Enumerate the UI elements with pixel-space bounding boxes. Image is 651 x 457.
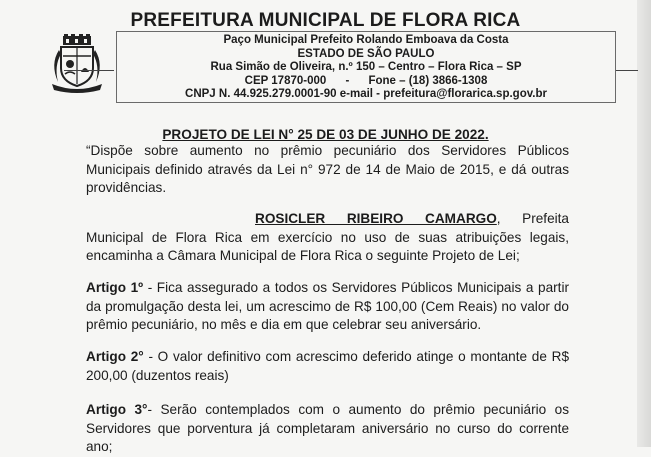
intro-paragraph	[86, 210, 569, 266]
intro-text: , Prefeita Municipal de Flora Rica em exercício no uso de suas atribuições legais, encaminha a Câmara Municipal de Flora Rica o seguinte Projeto de Lei;	[86, 211, 569, 263]
article-2-label: Artigo 2°	[86, 349, 144, 364]
header-line-estado: ESTADO DE SÃO PAULO	[297, 47, 435, 60]
header-line-cnpj	[116, 88, 616, 102]
prefeitura-title: PREFEITURA MUNICIPAL DE FLORA RICA	[130, 10, 521, 31]
email-link[interactable]: prefeitura@florarica.sp.gov.br	[383, 88, 547, 100]
article-1	[86, 279, 569, 335]
header-address-lines	[116, 34, 616, 102]
article-3-label: Artigo 3°	[86, 402, 148, 417]
municipal-coat-of-arms-icon	[48, 34, 106, 94]
header-line-paco: Paço Municipal Prefeito Rolando Emboava da Costa	[223, 34, 509, 46]
header-divider-left	[64, 70, 114, 71]
project-title: PROJETO DE LEI N° 25 DE 03 DE JUNHO DE 2022.	[162, 127, 489, 142]
cnpj-text: CNPJ N. 44.925.279.0001-90 e-mail -	[185, 88, 384, 100]
mayor-name: ROSICLER RIBEIRO CAMARGO	[255, 211, 497, 226]
article-1-text: - Fica assegurado a todos os Servidores Públicos Municipais a partir da promulgação desta lei, um acrescimo de R$ 100,00 (Cem Reais) no valor do prêmio pecuniário, no mês e dia em que celebrar seu aniversário.	[86, 280, 569, 332]
project-summary: “Dispõe sobre aumento no prêmio pecuniário dos Servidores Públicos Municipais definido através da Lei n° 972 de 14 de Maio de 2015, e dá outras providências.	[86, 143, 569, 195]
article-2-text: - O valor definitivo com acrescimo deferido atinge o montante de R$ 200,00 (duzentos reais)	[86, 349, 569, 383]
article-1-label: Artigo 1º	[86, 280, 144, 295]
header-line-endereco: Rua Simão de Oliveira, n.º 150 – Centro – Flora Rica – SP	[210, 61, 522, 73]
article-3	[86, 401, 569, 457]
header-divider-right	[616, 70, 638, 71]
header-line-cep-fone: CEP 17870-000 - Fone – (18) 3866-1308	[244, 74, 488, 87]
article-2	[86, 348, 569, 385]
article-3-text: - Serão contemplados com o aumento do prêmio pecuniário os Servidores que porventura já completaram aniversário no curso do corrente ano;	[86, 402, 569, 454]
page-edge-shadow	[637, 0, 651, 447]
